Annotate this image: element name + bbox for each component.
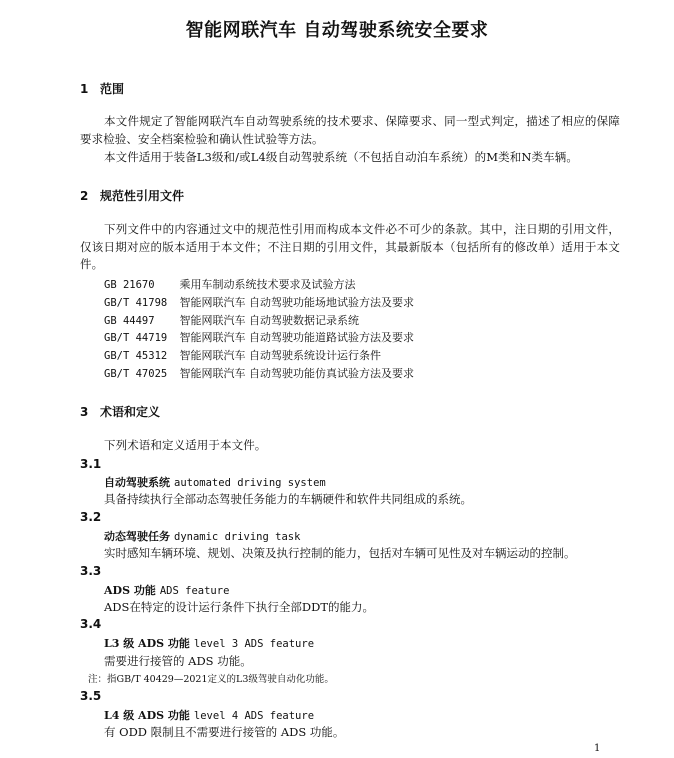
section-number: 3: [80, 405, 89, 419]
term-definition: 需要进行接管的 ADS 功能。: [104, 654, 252, 668]
reference-title: 智能网联汽车 自动驾驶系统设计运行条件: [179, 349, 381, 362]
section-3-heading: [80, 403, 160, 420]
reference-code: GB/T 41798: [104, 297, 168, 309]
term-name-zh: ADS 功能: [104, 584, 156, 597]
reference-title: 智能网联汽车 自动驾驶数据记录系统: [179, 314, 359, 327]
reference-item: [104, 295, 414, 311]
document-title: 智能网联汽车 自动驾驶系统安全要求: [185, 20, 489, 41]
section-title: 范围: [100, 82, 125, 96]
term-name-en: level 4 ADS feature: [193, 710, 315, 722]
section-1-heading: [80, 80, 124, 97]
page-number: 1: [594, 743, 601, 754]
term-name: [104, 707, 314, 723]
reference-title: 智能网联汽车 自动驾驶功能仿真试验方法及要求: [179, 367, 414, 380]
section-number: 1: [80, 82, 89, 96]
reference-code: GB 21670: [104, 279, 155, 291]
term-name-zh: L3 级 ADS 功能: [104, 637, 190, 650]
term-definition: 具备持续执行全部动态驾驶任务能力的车辆硬件和软件共同组成的系统。: [104, 492, 472, 506]
term-note: 注：指GB/T 40429—2021定义的L3级驾驶自动化功能。: [88, 674, 334, 685]
term-number: 3.1: [80, 457, 102, 471]
paragraph: 下列术语和定义适用于本文件。: [104, 438, 267, 452]
term-definition: 实时感知车辆环境、规划、决策及执行控制的能力，包括对车辆可见性及对车辆运动的控制。: [104, 546, 576, 560]
reference-title: 智能网联汽车 自动驾驶功能道路试验方法及要求: [179, 331, 414, 344]
reference-code: GB/T 45312: [104, 350, 168, 362]
term-name: [104, 474, 326, 490]
section-title: 规范性引用文件: [100, 189, 185, 203]
reference-item: [104, 277, 356, 293]
reference-item: [104, 348, 381, 364]
paragraph: 本文件适用于装备L3级和/或L4级自动驾驶系统（不包括自动泊车系统）的M类和N类车辆。: [104, 150, 578, 164]
reference-code: GB/T 44719: [104, 332, 168, 344]
section-2-heading: [80, 187, 184, 204]
term-name-zh: L4 级 ADS 功能: [104, 709, 190, 722]
term-name: [104, 582, 229, 598]
reference-item: [104, 366, 414, 382]
reference-code: GB/T 47025: [104, 368, 168, 380]
reference-item: [104, 313, 359, 329]
term-name: [104, 528, 300, 544]
term-name-zh: 自动驾驶系统: [104, 476, 170, 489]
term-definition: ADS在特定的设计运行条件下执行全部DDT的能力。: [104, 600, 375, 614]
term-number: 3.3: [80, 564, 102, 578]
reference-title: 智能网联汽车 自动驾驶功能场地试验方法及要求: [179, 296, 414, 309]
term-name: [104, 635, 314, 651]
term-name-en: ADS feature: [159, 585, 230, 597]
section-number: 2: [80, 189, 89, 203]
reference-item: [104, 330, 414, 346]
reference-code: GB 44497: [104, 315, 155, 327]
term-number: 3.5: [80, 689, 102, 703]
term-name-en: level 3 ADS feature: [193, 638, 315, 650]
term-name-en: automated driving system: [174, 477, 326, 489]
reference-title: 乘用车制动系统技术要求及试验方法: [179, 278, 356, 291]
term-number: 3.4: [80, 617, 102, 631]
paragraph: 下列文件中的内容通过文中的规范性引用而构成本文件必不可少的条款。其中，注日期的引用文件，仅该日期对应的版本适用于本文件；不注日期的引用文件，其最新版本（包括所有的修改单）适用于本文件。: [80, 222, 620, 271]
paragraph: 本文件规定了智能网联汽车自动驾驶系统的技术要求、保障要求、同一型式判定，描述了相应的保障要求检验、安全档案检验和确认性试验等方法。: [80, 114, 620, 146]
term-name-zh: 动态驾驶任务: [104, 530, 170, 543]
section-title: 术语和定义: [100, 405, 161, 419]
term-number: 3.2: [80, 510, 102, 524]
term-name-en: dynamic driving task: [174, 531, 301, 543]
term-definition: 有 ODD 限制且不需要进行接管的 ADS 功能。: [104, 725, 345, 739]
